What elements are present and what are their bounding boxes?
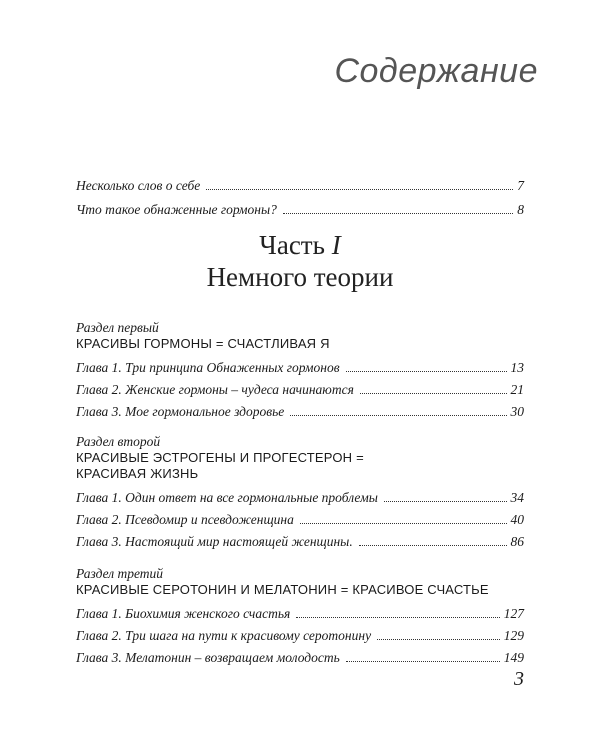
toc-entry-page: 149	[503, 650, 524, 665]
toc-entry-label: Глава 1. Три принципа Обнаженных гормонов	[76, 360, 340, 375]
section-label: Раздел третий	[76, 566, 164, 581]
toc-entry-label: Несколько слов о себе	[76, 178, 201, 193]
part-word: Часть	[259, 230, 325, 260]
leader-dots	[384, 501, 507, 502]
toc-entry[interactable]	[76, 382, 524, 398]
toc-entry-page: 7	[517, 178, 524, 193]
toc-entry[interactable]	[76, 512, 524, 528]
toc-entry-label: Глава 3. Настоящий мир настоящей женщины.	[76, 534, 353, 549]
part-heading	[0, 230, 600, 261]
toc-entry-label: Глава 3. Мелатонин – возвращаем молодость	[76, 650, 340, 665]
section-label: Раздел первый	[76, 320, 159, 335]
toc-entry-label: Что такое обнаженные гормоны?	[76, 202, 277, 217]
toc-entry-page: 30	[510, 404, 524, 419]
toc-entry-page: 129	[503, 628, 524, 643]
toc-entry-label: Глава 3. Мое гормональное здоровье	[76, 404, 285, 419]
page-number: 3	[514, 668, 524, 690]
toc-entry[interactable]	[76, 202, 524, 218]
toc-entry-label: Глава 1. Один ответ на все гормональные проблемы	[76, 490, 378, 505]
toc-entry-label: Глава 1. Биохимия женского счастья	[76, 606, 291, 621]
toc-entry-label: Глава 2. Женские гормоны – чудеса начинаются	[76, 382, 354, 397]
toc-entry-page: 127	[503, 606, 524, 621]
toc-entry[interactable]	[76, 360, 524, 376]
leader-dots	[290, 415, 506, 416]
toc-entry[interactable]	[76, 404, 524, 420]
toc-entry[interactable]	[76, 534, 524, 550]
toc-entry-page: 13	[510, 360, 524, 375]
section-title: КРАСИВЫЕ СЕРОТОНИН И МЕЛАТОНИН = КРАСИВОЕ СЧАСТЬЕ	[76, 582, 489, 597]
toc-entry[interactable]	[76, 606, 524, 622]
section-title: КРАСИВЫЕ ЭСТРОГЕНЫ И ПРОГЕСТЕРОН =	[76, 450, 364, 465]
toc-entry-page: 86	[510, 534, 524, 549]
toc-entry[interactable]	[76, 490, 524, 506]
page-title: Содержание	[334, 52, 538, 90]
leader-dots	[300, 523, 507, 524]
toc-entry-page: 8	[517, 202, 524, 217]
toc-entry-label: Глава 2. Псевдомир и псевдоженщина	[76, 512, 294, 527]
leader-dots	[377, 639, 500, 640]
section-title-line2: КРАСИВАЯ ЖИЗНЬ	[76, 466, 199, 481]
leader-dots	[296, 617, 499, 618]
leader-dots	[283, 213, 513, 214]
leader-dots	[360, 393, 507, 394]
leader-dots	[359, 545, 507, 546]
part-subtitle: Немного теории	[206, 262, 394, 292]
toc-entry[interactable]	[76, 650, 524, 666]
section-label: Раздел второй	[76, 434, 161, 449]
section-title: КРАСИВЫ ГОРМОНЫ = СЧАСТЛИВАЯ Я	[76, 336, 330, 351]
toc-entry-page: 34	[510, 490, 524, 505]
toc-entry[interactable]	[76, 178, 524, 194]
leader-dots	[206, 189, 513, 190]
toc-entry[interactable]	[76, 628, 524, 644]
toc-entry-page: 21	[510, 382, 524, 397]
leader-dots	[346, 371, 507, 372]
toc-entry-page: 40	[510, 512, 524, 527]
part-numeral: I	[331, 230, 341, 260]
leader-dots	[346, 661, 500, 662]
toc-entry-label: Глава 2. Три шага на пути к красивому серотонину	[76, 628, 372, 643]
